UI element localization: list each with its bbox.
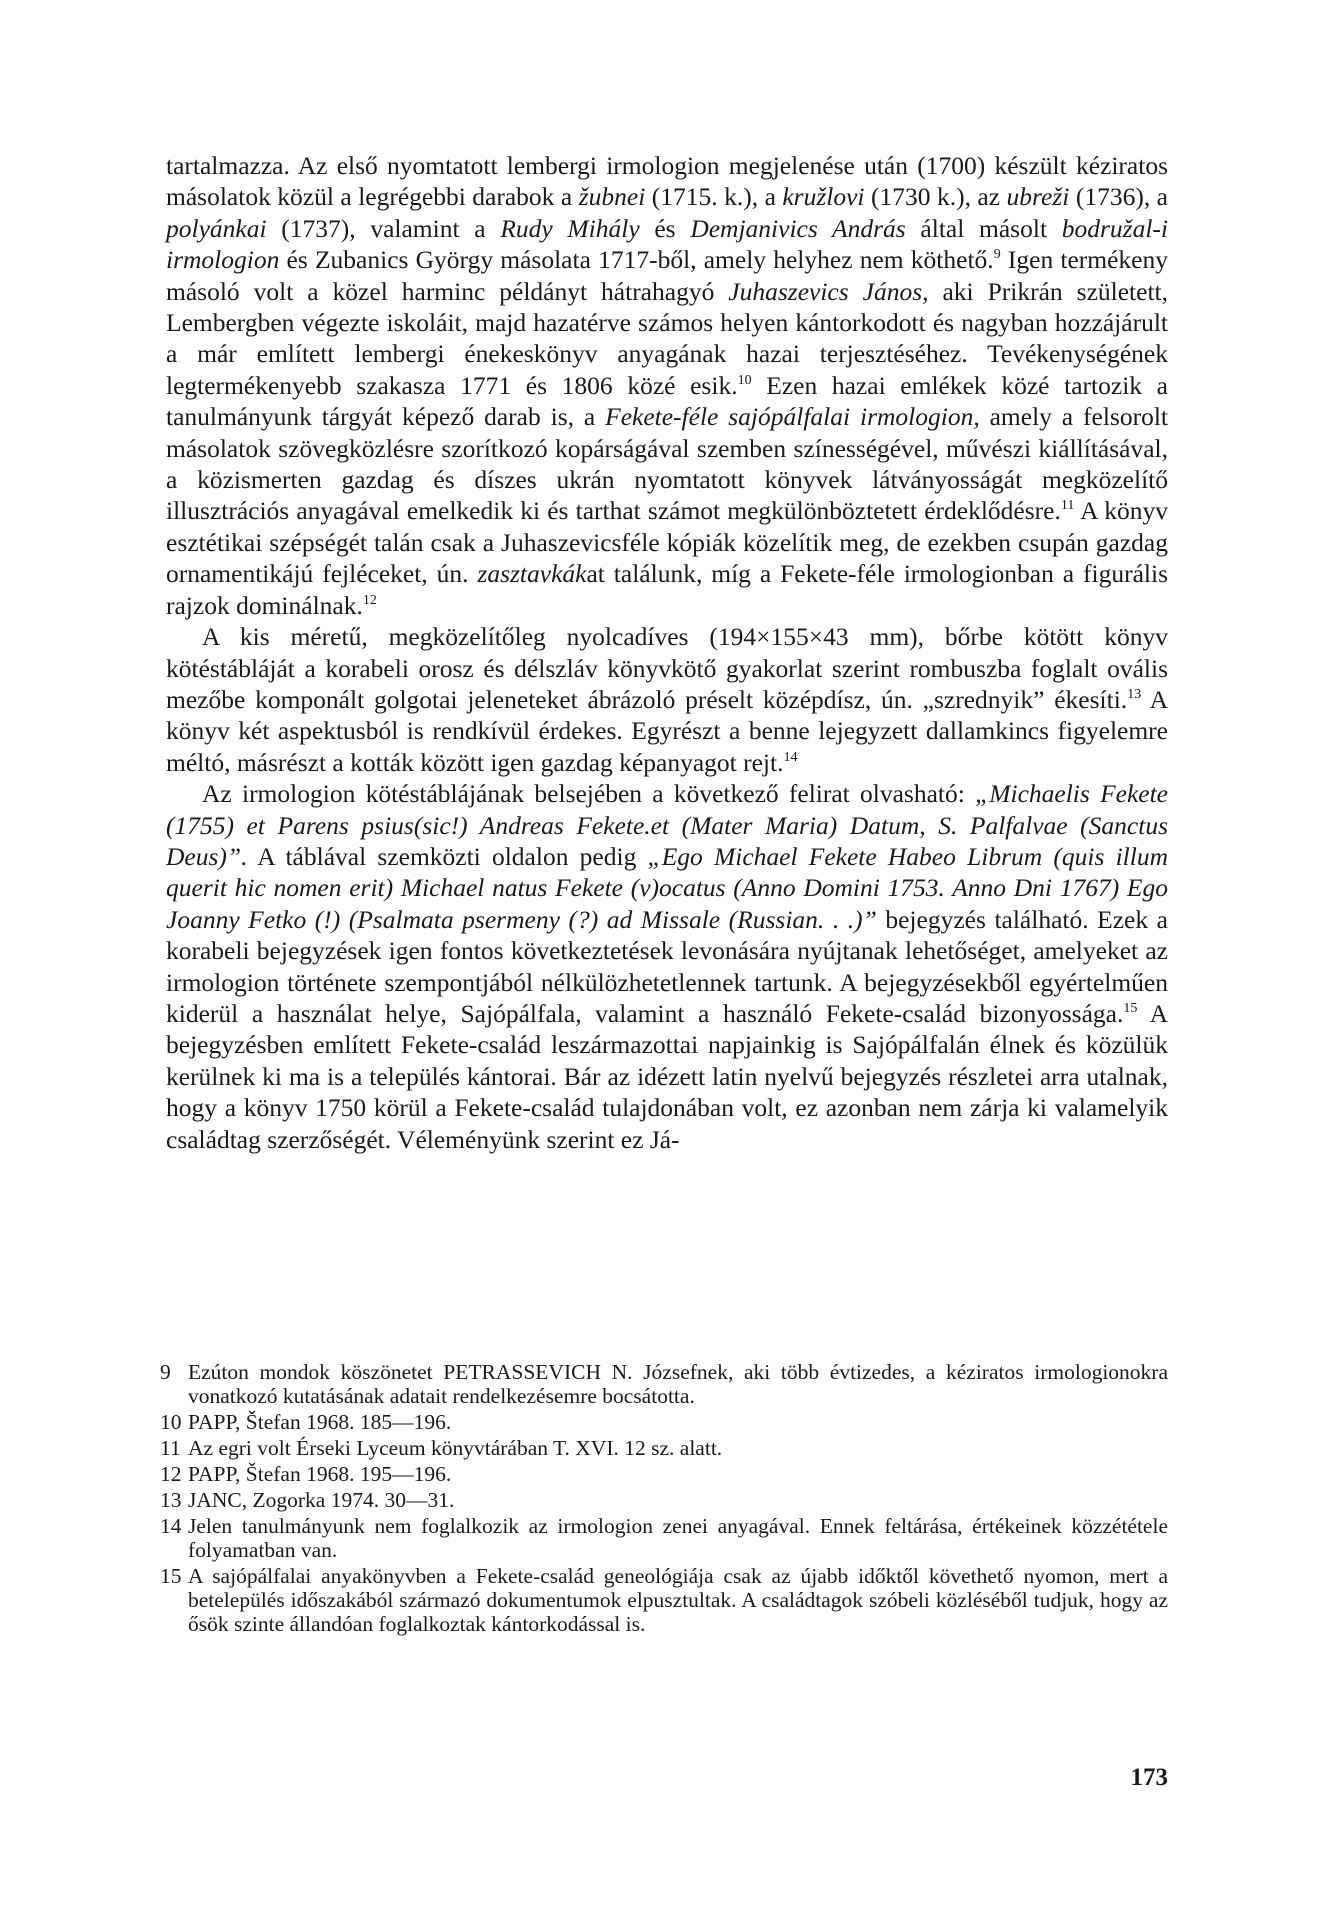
italic-run: ubreži: [1006, 182, 1070, 212]
text-run: (1715. k.), a: [645, 182, 783, 212]
footnote-ref: 14: [783, 749, 798, 765]
footnote-number: 10: [160, 1410, 182, 1434]
text-run: (1737), valamint a: [266, 213, 501, 243]
text-run: bejegyzés található. Ezek a korabeli bejegyzések igen fontos következtetések levonására nyújtanak lehetőséget, amelyeket az irmologion története szempontjából nélkülözhetetlennek tartunk. A bejegyzésekből egyértelműen kiderül a használat helye, Sajópálfala, valamint a használó Fekete-család bizonyossága.: [166, 904, 1168, 1028]
footnote: [160, 1462, 1168, 1486]
footnote-text: PAPP, Štefan 1968. 195—196.: [188, 1462, 452, 1486]
footnote-number: 9: [160, 1360, 171, 1384]
text-run: amely a felsorolt másolatok szövegközlésre szorítkozó kopárságával szemben színességével, művészi kiállításával, a közismerten gazdag és díszes ukrán nyomtatott könyvek látványosságát megközelítő illusztrációs anyagával emelkedik ki és tarthat számot megkülönböztetett érdeklődésre.: [166, 402, 1169, 526]
italic-run: Demjanivics András: [690, 213, 906, 243]
footnote: [160, 1410, 1168, 1434]
text-run: Az irmologion kötéstáblájának belsejében a következő felirat olvasható:: [202, 779, 976, 809]
text-run: (1736), a: [1069, 182, 1168, 212]
footnote-ref: 9: [993, 247, 1001, 263]
text-run: Igen termékeny másoló volt a közel harminc példányt hátrahagyó: [166, 245, 1168, 306]
italic-run: kružlovi: [782, 182, 865, 212]
footnote: [160, 1436, 1168, 1460]
footnotes: [160, 1360, 1168, 1638]
italic-run: polyánkai: [166, 213, 267, 243]
text-run: (1730 k.), az: [864, 182, 1007, 212]
text-run: A kis méretű, megközelítőleg nyolcadíves (194×155×43 mm), bőrbe kötött könyv kötéstábláját a korabeli orosz és délszláv könyvkötő gyakorlat szerint rombuszba foglalt ovális mezőbe komponált golgotai jeleneteket ábrázoló préselt középdísz, ún. „szrednyik” ékesíti.: [166, 622, 1168, 714]
italic-run: Juhaszevics János,: [728, 276, 929, 306]
text-run: tartalmazza. Az első nyomtatott lembergi irmologion megjelenése után (1700) készült kéziratos másolatok közül a legrégebbi darabok a: [166, 151, 1168, 212]
text-run: A könyv esztétikai szépségét talán csak a Juhaszevicsféle kópiák közelítik meg, de ezekben csupán gazdag ornamentikájú fejléceket, ún.: [166, 496, 1168, 589]
italic-run: Fekete-féle sajópálfalai irmologion,: [605, 402, 980, 432]
footnote: [160, 1564, 1168, 1636]
footnote: [160, 1488, 1168, 1512]
footnote-number: 12: [160, 1462, 182, 1486]
page-number: 173: [1130, 1764, 1168, 1791]
footnote-number: 15: [160, 1564, 182, 1588]
italic-run: Rudy Mihály: [500, 213, 640, 243]
footnote-number: 11: [160, 1436, 181, 1460]
italic-run: „Ego Michael Fekete Habeo Librum (quis illum querit hic nomen erit) Michael natus Fekete (v)ocatus (Anno Domini 1753. Anno Dni 1767) Ego Joanny Fetko (!) (Psalmata psermeny (?) ad Missale (Russian. . .)”: [166, 841, 1168, 934]
footnote-ref: 13: [1127, 686, 1142, 702]
footnote-ref: 11: [1060, 498, 1075, 514]
text-run: Ezen hazai emlékek közé tartozik a tanulmányunk tárgyát képező darab is, a: [166, 370, 1169, 432]
footnote: [160, 1360, 1168, 1408]
footnote-text: JANC, Zogorka 1974. 30—31.: [188, 1488, 455, 1512]
text-run: és Zubanics György másolata 1717-ből, amely helyhez nem köthető.: [279, 245, 994, 275]
footnote-text: A sajópálfalai anyakönyvben a Fekete-család geneológiája csak az újabb időktől követhető nyomon, mert a betelepülés időszakából származó dokumentumok elpusztultak. A családtagok szóbeli közléséből tudjuk, hogy az ősök szinte állandóan foglalkoztak kántorkodással is.: [188, 1564, 1168, 1636]
footnote: [160, 1514, 1168, 1562]
text-run: A táblával szemközti oldalon pedig: [247, 841, 648, 871]
footnote-ref: 12: [362, 592, 377, 608]
footnote-number: 14: [160, 1514, 182, 1538]
italic-run: bodružal-i irmologion: [166, 213, 1169, 275]
footnote-ref: 15: [1123, 1000, 1138, 1016]
text-run: aki Prikrán született, Lembergben végezte iskoláit, majd hazatérve számos helyen kántorkodott és nagyban hozzájárult a már említett lembergi énekeskönyv anyagának hazai terjesztéséhez. Tevékenységének legtermékenyebb szakasza 1771 és 1806 közé esik.: [166, 276, 1168, 400]
italic-run: zasztavkák: [477, 559, 587, 589]
body-text: [166, 150, 1168, 1155]
text-run: A bejegyzésben említett Fekete-család leszármazottai napjainkig is Sajópálfalán élnek és közülük kerülnek ki ma is a település kántorai. Bár az idézett latin nyelvű bejegyzés részletei arra utalnak, hogy a könyv 1750 körül a Fekete-család tulajdonában volt, ez azonban nem zárja ki valamelyik családtag szerzőségét. Véleményünk szerint ez Já-: [166, 998, 1168, 1154]
text-run: A könyv két aspektusból is rendkívül érdekes. Egyrészt a benne lejegyzett dallamkincs figyelemre méltó, másrészt a kották között igen gazdag képanyagot rejt.: [166, 684, 1168, 777]
footnote-text: Az egri volt Érseki Lyceum könyvtárában T. XVI. 12 sz. alatt.: [188, 1436, 723, 1460]
paragraph: [166, 778, 1168, 1155]
text-run: és: [639, 213, 691, 243]
paragraph: [166, 621, 1168, 778]
paragraph: [166, 150, 1168, 621]
footnote-ref: 10: [737, 372, 752, 388]
italic-run: žubnei: [578, 182, 646, 212]
footnote-text: Jelen tanulmányunk nem foglalkozik az irmologion zenei anyagával. Ennek feltárása, értékeinek közzététele folyamatban van.: [188, 1514, 1168, 1562]
text-run: által másolt: [905, 213, 1062, 243]
text-run: at találunk, míg a Fekete-féle irmologionban a figurális rajzok dominálnak.: [166, 559, 1168, 620]
italic-run: „Michaelis Fekete (1755) et Parens psius(sic!) Andreas Fekete.et (Mater Maria) Datum, S. Palfalvae (Sanctus Deus)”.: [166, 779, 1168, 871]
footnote-text: Ezúton mondok köszönetet PETRASSEVICH N. Józsefnek, aki több évtizedes, a kéziratos irmologionokra vonatkozó kutatásának adatait rendelkezésemre bocsátotta.: [188, 1360, 1168, 1408]
footnote-text: PAPP, Štefan 1968. 185—196.: [188, 1410, 452, 1434]
footnote-number: 13: [160, 1488, 182, 1512]
